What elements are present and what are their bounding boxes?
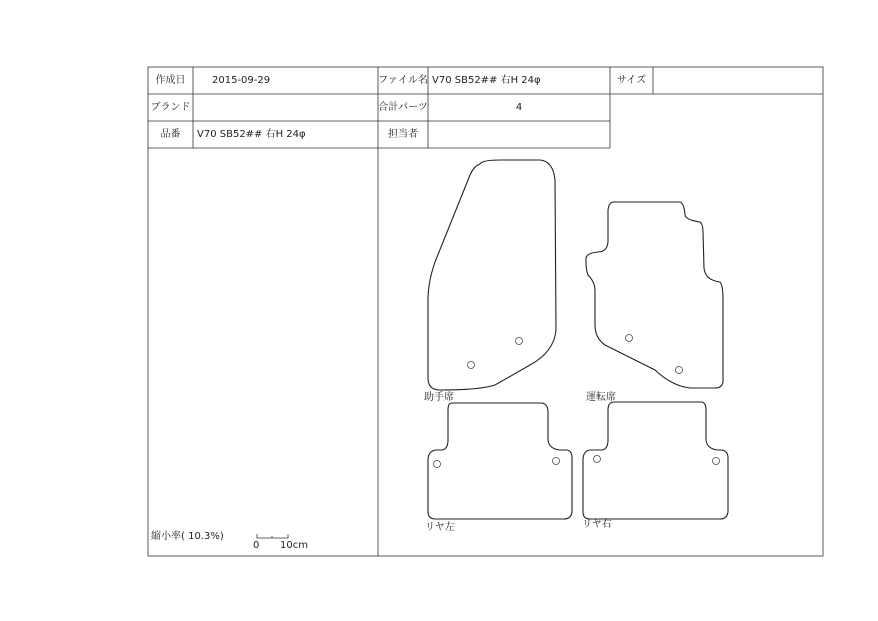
mat-rear-left-hole-1: [434, 461, 441, 468]
file-label: ファイル名: [378, 75, 428, 86]
mat-rear-right-outline: [583, 402, 728, 519]
partno-value: V70 SB52## 右H 24φ: [197, 129, 306, 140]
mat-rear-right-hole-2: [713, 458, 720, 465]
mat-passenger-label: 助手席: [424, 392, 454, 403]
created-value: 2015-09-29: [212, 75, 271, 86]
mat-rear-left-label: リヤ左: [425, 522, 455, 533]
parts-label: 合計パーツ: [378, 102, 428, 113]
mat-passenger-hole-1: [516, 338, 523, 345]
mat-driver-label: 運転席: [586, 392, 616, 403]
mat-rear-right-label: リヤ右: [582, 519, 612, 530]
size-label: サイズ: [616, 75, 647, 86]
mat-rear-left-outline: [428, 403, 572, 519]
scale-ten-label: 10cm: [280, 540, 308, 551]
scale-ratio-label: 縮小率( 10.3%): [151, 531, 224, 542]
created-label: 作成日: [155, 75, 186, 86]
file-value: V70 SB52## 右H 24φ: [432, 75, 541, 86]
mat-rear-right-hole-1: [594, 456, 601, 463]
person-label: 担当者: [388, 129, 418, 140]
partno-label: 品番: [160, 129, 181, 140]
mat-passenger-hole-2: [468, 362, 475, 369]
mat-driver-hole-1: [626, 335, 633, 342]
mat-passenger-outline: [428, 160, 556, 390]
parts-value: 4: [515, 102, 523, 113]
brand-label: ブランド: [150, 102, 191, 113]
mat-driver-hole-2: [676, 367, 683, 374]
mat-rear-left-hole-2: [553, 458, 560, 465]
scale-bar: [257, 534, 288, 538]
scale-zero-label: 0: [253, 540, 260, 551]
mat-driver-outline: [586, 202, 723, 388]
